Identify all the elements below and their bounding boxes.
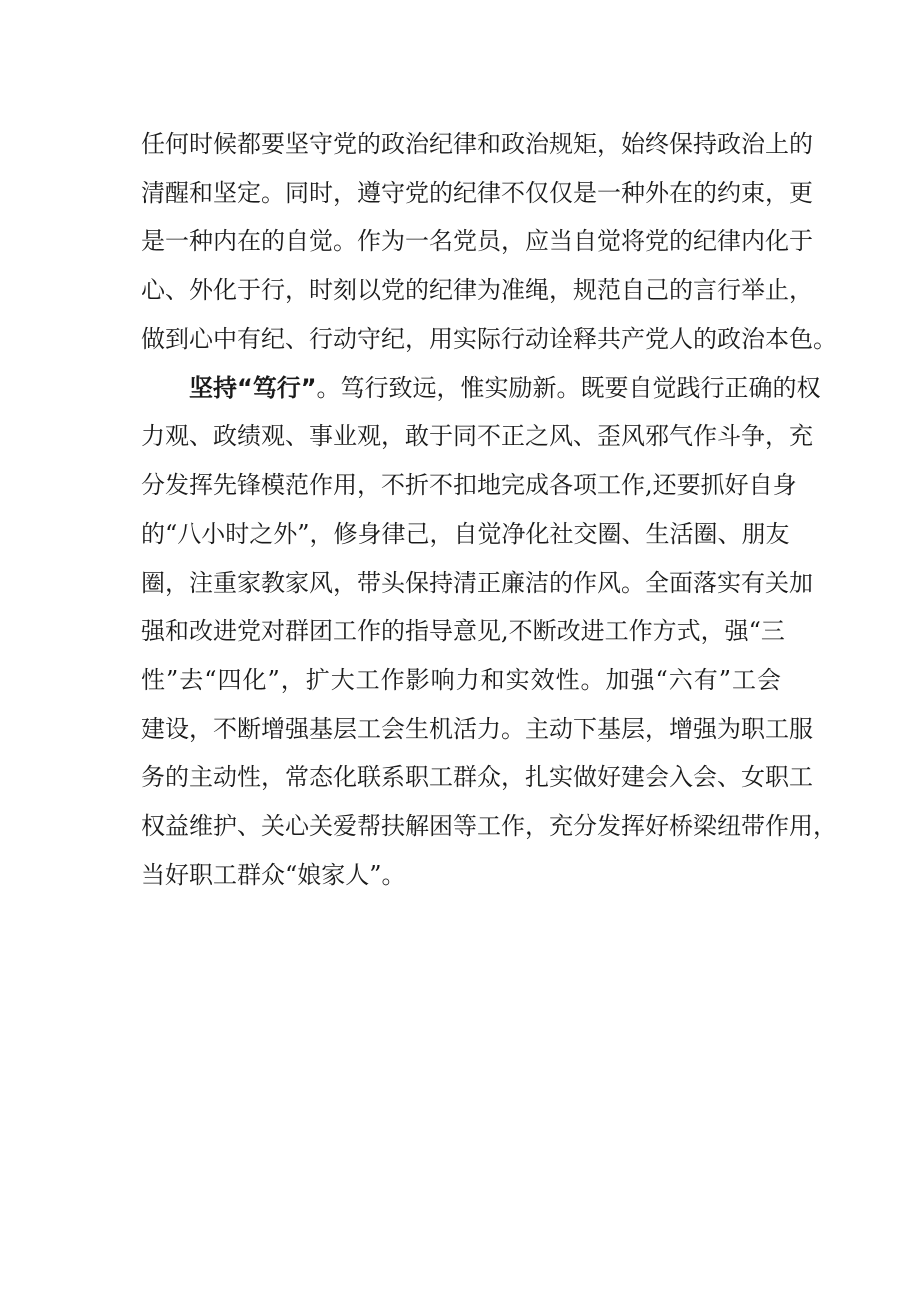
paragraph-2-line-7: 性”去“四化”，扩大工作影响力和实效性。加强“六有”工会 bbox=[141, 666, 781, 694]
paragraph-1-line-5: 做到心中有纪、行动守纪，用实际行动诠释共产党人的政治本色。 bbox=[141, 325, 837, 353]
paragraph-2-line-8: 建设，不断增强基层工会生机活力。主动下基层，增强为职工服 bbox=[141, 715, 813, 743]
paragraph-1-line-1: 任何时候都要坚守党的政治纪律和政治规矩，始终保持政治上的 bbox=[141, 130, 813, 158]
paragraph-2-line-10: 权益维护、关心关爱帮扶解困等工作，充分发挥好桥梁纽带作用， bbox=[141, 812, 837, 840]
paragraph-1-line-4: 心、外化于行，时刻以党的纪律为准绳，规范自己的言行举止， bbox=[141, 276, 813, 304]
paragraph-2-line-9: 务的主动性，常态化联系职工群众，扎实做好建会入会、女职工 bbox=[141, 763, 813, 791]
paragraph-2-line-11: 当好职工群众“娘家人”。 bbox=[141, 861, 406, 889]
paragraph-2-line-1 bbox=[189, 373, 821, 403]
paragraph-2-line-3: 分发挥先锋模范作用，不折不扣地完成各项工作,还要抓好自身 bbox=[141, 471, 797, 499]
paragraph-2-line-5: 圈，注重家教家风，带头保持清正廉洁的作风。全面落实有关加 bbox=[141, 569, 813, 597]
paragraph-2-lead: 坚持“笃行” bbox=[189, 374, 317, 402]
paragraph-1-line-2: 清醒和坚定。同时，遵守党的纪律不仅仅是一种外在的约束，更 bbox=[141, 179, 813, 207]
paragraph-2-line-1-rest: 。笃行致远，惟实励新。既要自觉践行正确的权 bbox=[316, 374, 821, 402]
paragraph-2-line-6: 强和改进党对群团工作的指导意见,不断改进工作方式，强“三 bbox=[141, 617, 785, 645]
paragraph-2-line-2: 力观、政绩观、事业观，敢于同不正之风、歪风邪气作斗争，充 bbox=[141, 422, 813, 450]
paragraph-1-line-3: 是一种内在的自觉。作为一名党员，应当自觉将党的纪律内化于 bbox=[141, 227, 813, 255]
paragraph-2-line-4: 的“八小时之外”，修身律己，自觉净化社交圈、生活圈、朋友 bbox=[141, 520, 790, 548]
